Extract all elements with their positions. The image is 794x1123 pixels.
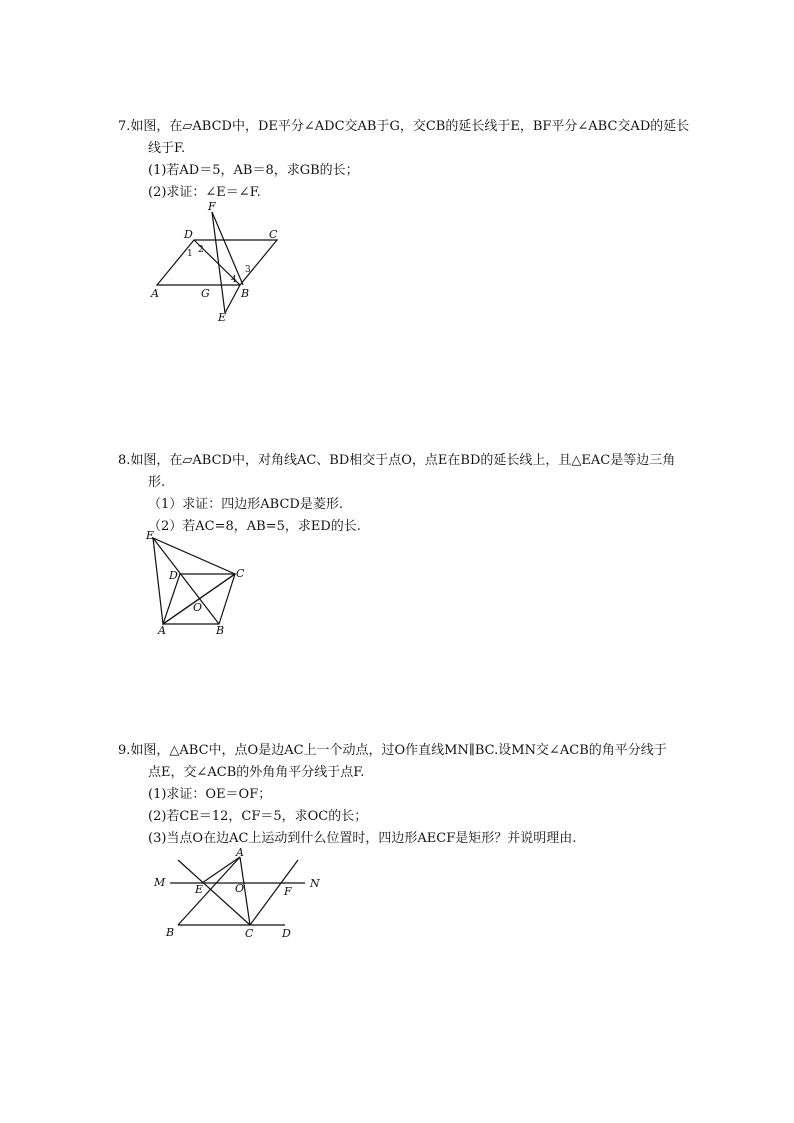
label-A: A — [236, 846, 244, 859]
problem-7-intro: 7.如图，在▱ABCD中，DE平分∠ADC交AB于G，交CB的延长线于E，BF平分∠ABC交AD的延长 — [118, 119, 690, 134]
label-E: E — [195, 883, 204, 896]
problem-7 — [118, 116, 718, 204]
label-C: C — [269, 228, 278, 241]
problem-8-intro: 8.如图，在▱ABCD中，对角线AC、BD相交于点O，点E在BD的延长线上，且△EAC是等边三角 — [118, 453, 676, 468]
angle-label-1: 1 — [187, 249, 193, 259]
label-G: G — [201, 287, 210, 300]
problem-9-part-1: (1)求证：OE＝OF； — [148, 787, 272, 802]
label-C: C — [245, 927, 254, 940]
problem-7-figure — [145, 200, 295, 325]
label-B: B — [216, 624, 225, 637]
label-B: B — [241, 287, 250, 300]
label-M: M — [154, 876, 166, 889]
problem-9-intro: 9.如图，△ABC中，点O是边AC上一个动点，过O作直线MN∥BC.设MN交∠ACB的角平分线于 — [118, 743, 667, 758]
label-A: A — [158, 624, 166, 637]
label-A: A — [151, 287, 159, 300]
segment-be — [225, 285, 240, 313]
problem-8-intro-cont: 形. — [148, 475, 166, 490]
angle-label-4: 4 — [231, 275, 237, 285]
angle-label-2: 2 — [198, 245, 204, 255]
label-N: N — [310, 877, 320, 890]
problem-8 — [118, 450, 718, 538]
label-B: B — [166, 926, 175, 939]
problem-7-part-1: (1)若AD＝5，AB＝8，求GB的长； — [148, 163, 359, 178]
problem-8-part-1: （1）求证：四边形ABCD是菱形. — [148, 497, 343, 512]
label-E: E — [218, 311, 227, 324]
problem-9-part-3: (3)当点O在边AC上运动到什么位置时，四边形AECF是矩形？并说明理由. — [148, 831, 577, 846]
label-F: F — [208, 200, 216, 213]
segment-ae — [202, 857, 240, 883]
problem-7-intro-cont: 线于F. — [148, 141, 186, 156]
label-D: D — [282, 927, 291, 940]
label-O: O — [235, 882, 245, 895]
problem-7-part-2: (2)求证：∠E＝∠F. — [148, 185, 261, 200]
label-D: D — [184, 228, 193, 241]
problem-8-part-2: （2）若AC=8，AB=5，求ED的长. — [148, 519, 361, 534]
angle-label-3: 3 — [245, 265, 251, 275]
problem-9-intro-cont: 点E，交∠ACB的外角角平分线于点F. — [148, 765, 365, 780]
label-F: F — [284, 885, 292, 898]
label-O: O — [193, 601, 203, 614]
diagonal-eb — [153, 538, 219, 624]
segment-ab — [178, 857, 240, 925]
problem-9 — [118, 740, 718, 850]
label-D: D — [169, 569, 178, 582]
label-C: C — [236, 567, 245, 580]
problem-8-figure — [140, 530, 260, 640]
problem-9-figure — [150, 845, 330, 945]
label-E: E — [146, 529, 155, 542]
problem-9-part-2: (2)若CE＝12，CF＝5，求OC的长； — [148, 809, 368, 824]
